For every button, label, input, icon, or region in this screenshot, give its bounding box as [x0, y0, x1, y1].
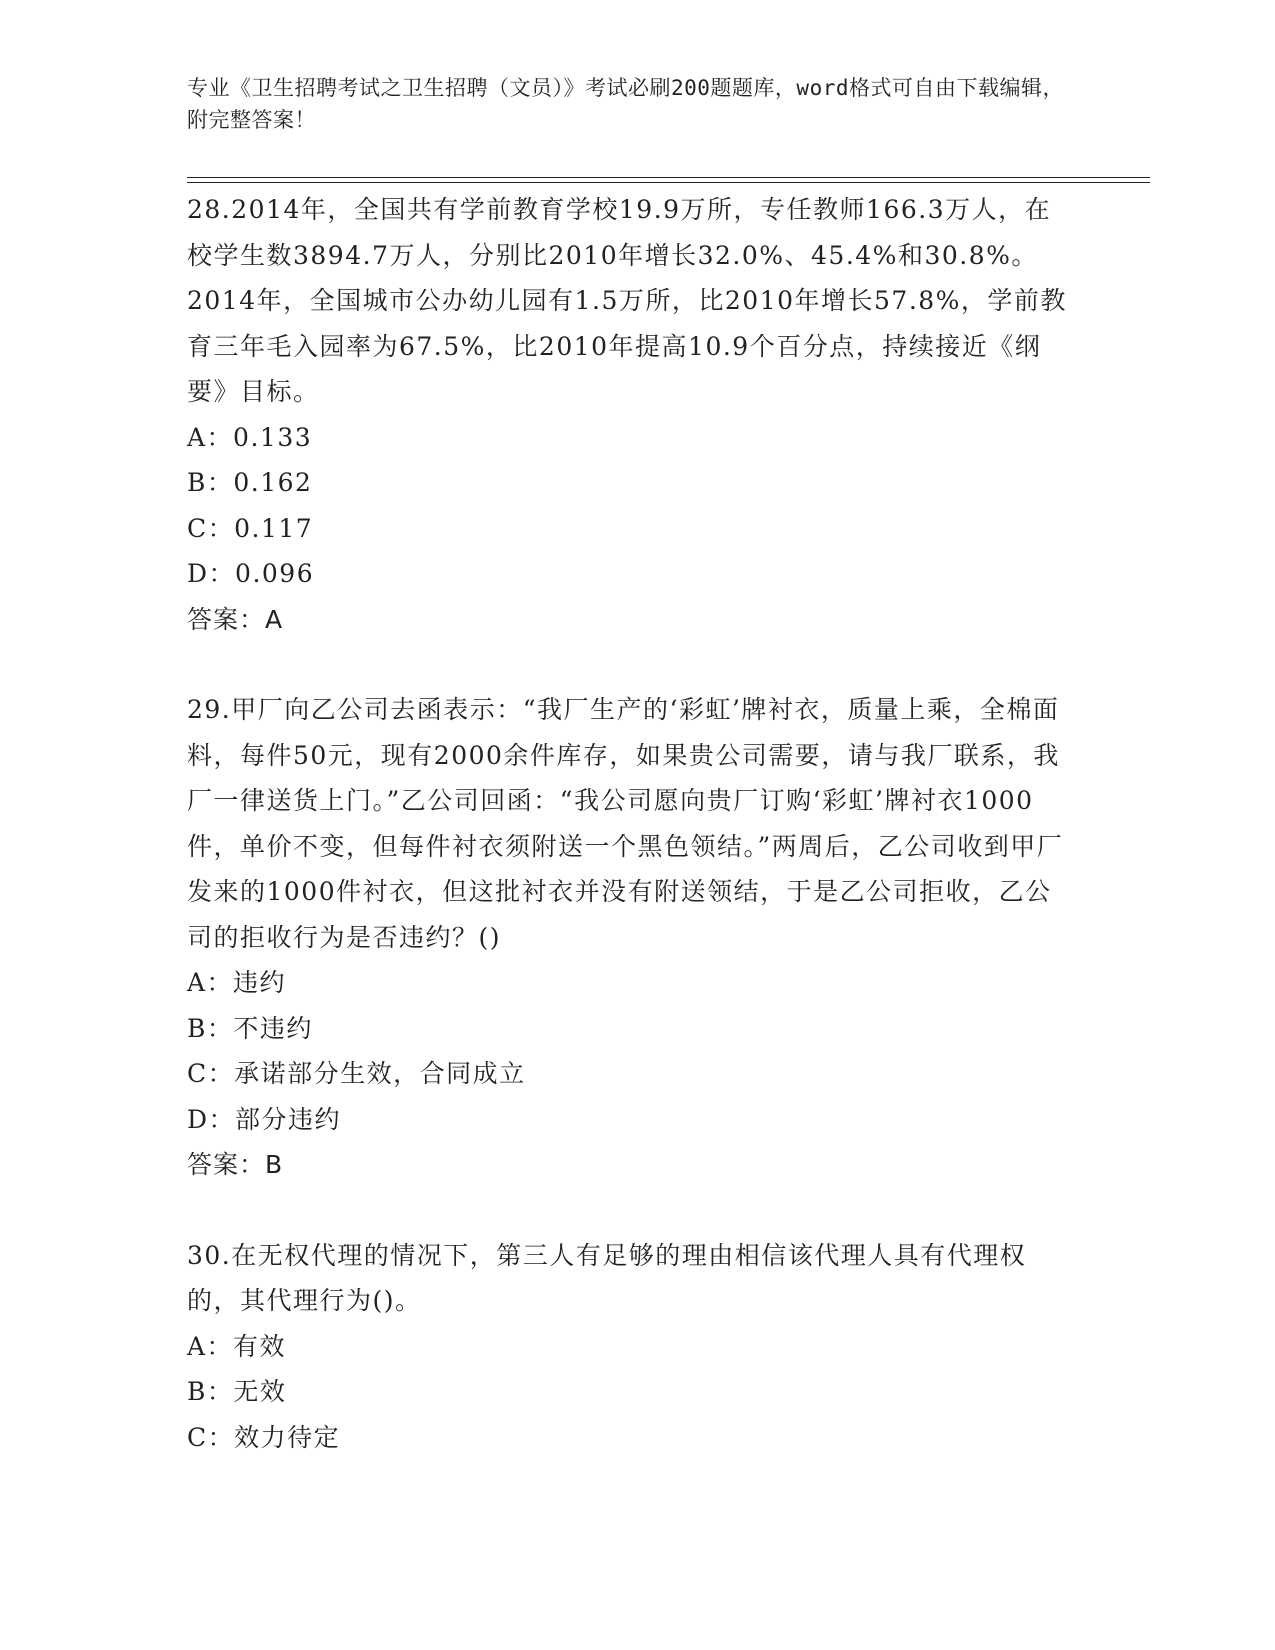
option-c: C：0.117 — [187, 513, 314, 543]
option-c: C：承诺部分生效，合同成立 — [187, 1059, 526, 1088]
option-b: B：不违约 — [187, 1013, 313, 1043]
option-c: C：效力待定 — [187, 1422, 341, 1452]
header-text: 专业《卫生招聘考试之卫生招聘（文员）》考试必刷200题题库，word格式可自由下载编辑，附完整答案！ — [187, 76, 1064, 132]
option-a: A：0.133 — [187, 422, 313, 452]
document-header — [187, 72, 1067, 136]
option-a: A：有效 — [187, 1331, 287, 1361]
question-29 — [187, 687, 1077, 1188]
question-text: 28.2014年，全国共有学前教育学校19.9万所，专任教师166.3万人，在校学生数3894.7万人，分别比2010年增长32.0%、45.4%和30.8%。2014年，全国城市公办幼儿园有1.5万所，比2010年增长57.8%，学前教育三年毛入园率为67.5%，比2010年提高10.9个百分点，持续接近《纲要》目标。 — [187, 195, 1067, 406]
question-text: 30.在无权代理的情况下，第三人有足够的理由相信该代理人具有代理权的，其代理行为()。 — [187, 1240, 1027, 1315]
spacer — [187, 1188, 1077, 1233]
spacer — [187, 642, 1077, 687]
option-a: A：违约 — [187, 968, 287, 997]
question-list — [187, 187, 1077, 1460]
answer-line: 答案：B — [187, 1150, 284, 1179]
option-b: B：无效 — [187, 1377, 287, 1406]
header-divider-bottom — [187, 182, 1150, 183]
answer-line: 答案：A — [187, 604, 284, 634]
header-divider-top — [187, 177, 1150, 178]
question-text: 29.甲厂向乙公司去函表示：“我厂生产的‘彩虹’牌衬衣，质量上乘，全棉面料，每件50元，现有2000余件库存，如果贵公司需要，请与我厂联系，我厂一律送货上门。”乙公司回函：“我公司愿向贵厂订购‘彩虹’牌衬衣1000件，单价不变，但每件衬衣须附送一个黑色领结。”两周后，乙公司收到甲厂发来的1000件衬衣，但这批衬衣并没有附送领结，于是乙公司拒收，乙公司的拒收行为是否违约？() — [187, 695, 1064, 952]
question-28 — [187, 187, 1077, 642]
option-b: B：0.162 — [187, 468, 313, 497]
question-30 — [187, 1233, 1077, 1461]
option-d: D：部分违约 — [187, 1104, 342, 1134]
option-d: D：0.096 — [187, 559, 315, 588]
